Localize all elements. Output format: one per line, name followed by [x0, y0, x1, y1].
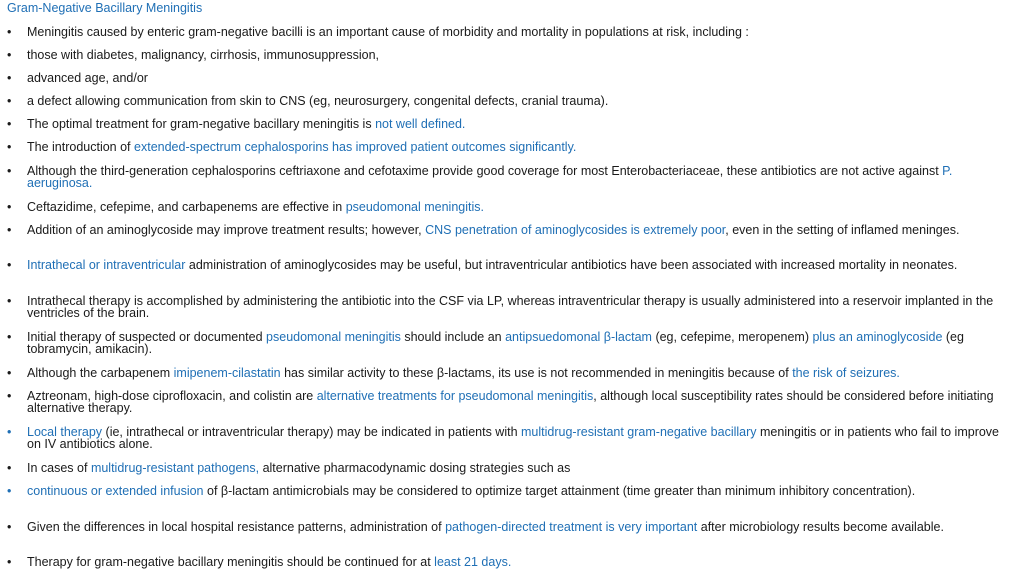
bullet-item [0, 556, 1010, 568]
body-text: Addition of an aminoglycoside may improve treatment results; however, [27, 223, 426, 237]
bullet-item [0, 521, 1010, 533]
body-text: Although the carbapenem [27, 366, 174, 380]
highlighted-text: Local therapy [27, 425, 103, 439]
bullet-text [27, 224, 1010, 236]
body-text: meningitis or in patients who fail to improve on IV antibiotics alone. [27, 425, 1000, 451]
bullet-item [0, 95, 1010, 107]
bullet-item [0, 426, 1010, 450]
body-text: Although the third-generation cephalosporins ceftriaxone and cefotaxime provide good coverage for most Enterobacteriaceae, these antibiotics are not active against [27, 164, 943, 178]
bullet-item [0, 390, 1010, 414]
highlighted-text: not well defined. [375, 117, 466, 131]
bullet-text [27, 49, 1010, 61]
bullet-marker: • [7, 484, 12, 498]
body-text: has similar activity to these β-lactams, its use is not recommended in meningitis because of [280, 366, 793, 380]
bullet-marker: • [7, 258, 12, 272]
bullet-marker: • [7, 330, 12, 344]
bullet-text [27, 367, 1010, 379]
bullet-text [27, 118, 1010, 130]
highlighted-text: alternative treatments for pseudomonal meningitis [316, 389, 594, 403]
body-text: administration of aminoglycosides may be useful, but intraventricular antibiotics have been associated with increased mortality in neonates. [185, 258, 958, 272]
highlighted-text: continuous or extended infusion [27, 484, 204, 498]
bullet-item [0, 141, 1010, 153]
bullet-text [27, 390, 1010, 414]
bullet-item [0, 72, 1010, 84]
highlighted-text: antipsuedomonal β-lactam [505, 330, 652, 344]
highlighted-text: Intrathecal or intraventricular [27, 258, 186, 272]
bullet-marker: • [7, 425, 12, 439]
body-text: (eg tobramycin, amikacin). [27, 330, 964, 356]
bullet-marker: • [7, 294, 12, 308]
body-text: alternative pharmacodynamic dosing strategies such as [259, 461, 571, 475]
highlighted-text: multidrug-resistant pathogens, [90, 461, 260, 475]
body-text: should include an [400, 330, 506, 344]
slide-title: Gram-Negative Bacillary Meningitis [7, 1, 203, 15]
bullet-text [27, 72, 1010, 84]
bullet-text [27, 95, 1010, 107]
bullet-item [0, 485, 1010, 497]
bullet-text [27, 259, 1010, 271]
bullet-item [0, 26, 1010, 38]
body-text: Aztreonam, high-dose ciprofloxacin, and colistin are [27, 389, 317, 403]
highlighted-text: multidrug-resistant gram-negative bacillary [521, 425, 757, 439]
bullet-marker: • [7, 71, 12, 85]
highlighted-text: extended-spectrum cephalosporins has improved patient outcomes significantly. [134, 140, 577, 154]
body-text: after microbiology results become available. [697, 520, 944, 534]
bullet-text [27, 556, 1010, 568]
body-text: Initial therapy of suspected or documented [27, 330, 267, 344]
bullet-item [0, 165, 1010, 189]
bullet-marker: • [7, 555, 12, 569]
highlighted-text: plus an aminoglycoside [812, 330, 943, 344]
highlighted-text: least 21 days. [434, 555, 512, 569]
bullet-text [27, 26, 1010, 38]
bullet-text [27, 295, 1010, 319]
bullet-text [27, 521, 1010, 533]
bullet-marker: • [7, 48, 12, 62]
body-text: Meningitis caused by enteric gram-negative bacilli is an important cause of morbidity and mortality in populations at risk, including : [27, 25, 749, 39]
body-text: In cases of [27, 461, 91, 475]
bullet-text [27, 426, 1010, 450]
body-text: of β-lactam antimicrobials may be considered to optimize target attainment (time greater than minimum inhibitory concentration). [203, 484, 916, 498]
bullet-text [27, 485, 1010, 497]
bullet-item [0, 331, 1010, 355]
body-text: The optimal treatment for gram-negative bacillary meningitis is [27, 117, 376, 131]
body-text: , although local susceptibility rates should be considered before initiating alternative therapy. [27, 389, 994, 415]
bullet-item [0, 462, 1010, 474]
body-text: Intrathecal therapy is accomplished by administering the antibiotic into the CSF via LP, whereas intraventricular therapy is usually administered into a reservoir implanted in the ventricles of the brain. [27, 294, 994, 320]
body-text: Ceftazidime, cefepime, and carbapenems are effective in [27, 200, 346, 214]
body-text: a defect allowing communication from skin to CNS (eg, neurosurgery, congenital defects, cranial trauma). [27, 94, 609, 108]
bullet-marker: • [7, 520, 12, 534]
bullet-text [27, 165, 1010, 189]
bullet-marker: • [7, 94, 12, 108]
highlighted-text: pseudomonal meningitis [266, 330, 401, 344]
highlighted-text: the risk of seizures. [792, 366, 900, 380]
body-text: , even in the setting of inflamed meninges. [725, 223, 960, 237]
bullet-item [0, 224, 1010, 236]
highlighted-text: pathogen-directed treatment is very important [445, 520, 698, 534]
bullet-marker: • [7, 140, 12, 154]
bullet-text [27, 201, 1010, 213]
bullet-marker: • [7, 200, 12, 214]
bullet-marker: • [7, 389, 12, 403]
body-text: advanced age, and/or [27, 71, 148, 85]
body-text: The introduction of [27, 140, 135, 154]
highlighted-text: CNS penetration of aminoglycosides is extremely poor [425, 223, 726, 237]
body-text: Therapy for gram-negative bacillary meningitis should be continued for at [27, 555, 435, 569]
bullet-marker: • [7, 25, 12, 39]
highlighted-text: imipenem-cilastatin [173, 366, 281, 380]
bullet-item [0, 367, 1010, 379]
body-text: (eg, cefepime, meropenem) [651, 330, 813, 344]
bullet-item [0, 118, 1010, 130]
bullet-item [0, 259, 1010, 271]
bullet-marker: • [7, 164, 12, 178]
body-text: (ie, intrathecal or intraventricular therapy) may be indicated in patients with [102, 425, 522, 439]
bullet-marker: • [7, 117, 12, 131]
bullet-marker: • [7, 223, 12, 237]
body-text: those with diabetes, malignancy, cirrhosis, immunosuppression, [27, 48, 380, 62]
bullet-text [27, 462, 1010, 474]
body-text: Given the differences in local hospital resistance patterns, administration of [27, 520, 446, 534]
bullet-text [27, 141, 1010, 153]
bullet-text [27, 331, 1010, 355]
highlighted-text: pseudomonal meningitis. [345, 200, 484, 214]
bullet-item [0, 201, 1010, 213]
bullet-item [0, 49, 1010, 61]
bullet-marker: • [7, 366, 12, 380]
bullet-item [0, 295, 1010, 319]
bullet-marker: • [7, 461, 12, 475]
highlighted-text: P. aeruginosa. [27, 164, 953, 190]
